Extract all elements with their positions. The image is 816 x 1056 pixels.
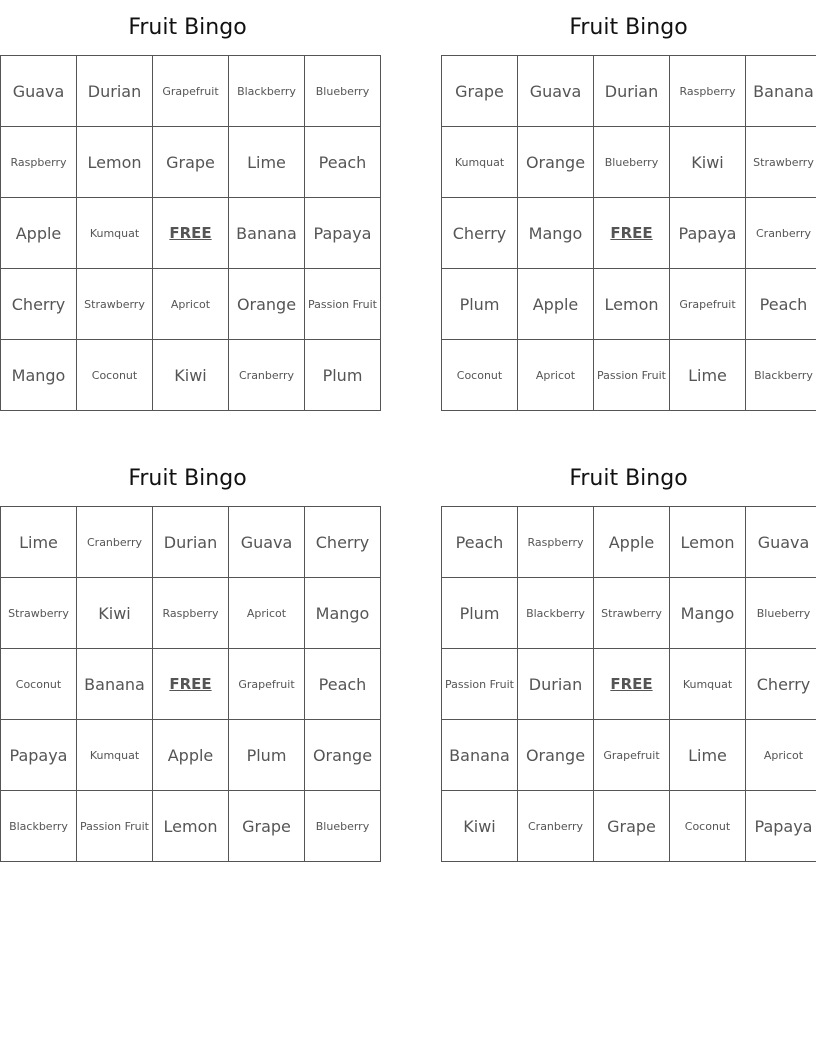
bingo-cell: Kiwi [442,791,518,862]
bingo-cell: Coconut [442,340,518,411]
bingo-cell: Apricot [518,340,594,411]
bingo-cell: Blackberry [518,578,594,649]
bingo-cell: Lime [670,340,746,411]
bingo-cell: Raspberry [1,127,77,198]
bingo-cell: Papaya [305,198,381,269]
bingo-grid [0,55,381,411]
bingo-cell: Raspberry [518,507,594,578]
bingo-cell: Raspberry [670,56,746,127]
bingo-row [442,198,816,269]
bingo-cell: Mango [305,578,381,649]
bingo-cell: Banana [77,649,153,720]
bingo-cell: Lemon [153,791,229,862]
bingo-card [441,461,816,862]
bingo-cell: Guava [746,507,816,578]
bingo-cell: Grapefruit [153,56,229,127]
bingo-cell: Coconut [1,649,77,720]
bingo-row [1,720,381,791]
bingo-cell: Kiwi [153,340,229,411]
bingo-cell: Banana [746,56,816,127]
bingo-cell: Strawberry [594,578,670,649]
bingo-row [442,269,816,340]
bingo-cell: Kumquat [77,198,153,269]
bingo-cell: Durian [153,507,229,578]
bingo-cell: Kumquat [442,127,518,198]
bingo-row [1,198,381,269]
bingo-cell: Orange [518,720,594,791]
bingo-card [0,10,375,411]
bingo-cell: Orange [518,127,594,198]
bingo-cell: Cranberry [746,198,816,269]
bingo-cell: Apple [594,507,670,578]
bingo-cell: Peach [442,507,518,578]
bingo-row [442,578,816,649]
bingo-cell: Blueberry [305,791,381,862]
bingo-cell: Lemon [670,507,746,578]
bingo-cell: Cranberry [518,791,594,862]
bingo-cell: Durian [594,56,670,127]
bingo-cell: Cranberry [229,340,305,411]
bingo-cell: Lemon [77,127,153,198]
free-space-cell: FREE [153,649,229,720]
bingo-cell: Blackberry [229,56,305,127]
bingo-grid [441,506,816,862]
bingo-cell: Durian [77,56,153,127]
bingo-cell: Papaya [1,720,77,791]
bingo-cell: Apricot [229,578,305,649]
bingo-cell: Plum [305,340,381,411]
bingo-cell: Kiwi [77,578,153,649]
bingo-row [442,720,816,791]
bingo-card [0,461,375,862]
bingo-cell: Banana [229,198,305,269]
bingo-cell: Plum [229,720,305,791]
bingo-row [1,507,381,578]
bingo-cell: Apple [153,720,229,791]
bingo-cell: Blackberry [746,340,816,411]
bingo-cell: Strawberry [746,127,816,198]
bingo-cell: Passion Fruit [305,269,381,340]
bingo-cell: Durian [518,649,594,720]
bingo-cell: Grapefruit [229,649,305,720]
bingo-cell: Strawberry [77,269,153,340]
bingo-row [442,340,816,411]
bingo-cell: Lime [229,127,305,198]
bingo-cell: Papaya [746,791,816,862]
bingo-row [1,578,381,649]
bingo-cell: Plum [442,269,518,340]
bingo-row [442,56,816,127]
bingo-cell: Grapefruit [670,269,746,340]
bingo-cell: Blueberry [746,578,816,649]
bingo-cell: Mango [518,198,594,269]
bingo-cell: Mango [670,578,746,649]
bingo-cell: Blackberry [1,791,77,862]
bingo-cell: Apricot [153,269,229,340]
bingo-cell: Cherry [1,269,77,340]
bingo-row [442,127,816,198]
card-title: Fruit Bingo [569,466,688,491]
bingo-cell: Apple [518,269,594,340]
bingo-cell: Cherry [442,198,518,269]
bingo-cell: Guava [229,507,305,578]
bingo-cell: Blueberry [594,127,670,198]
free-space-cell: FREE [594,198,670,269]
bingo-cell: Orange [229,269,305,340]
bingo-cell: Blueberry [305,56,381,127]
bingo-cell: Grape [442,56,518,127]
bingo-row [1,791,381,862]
bingo-cell: Peach [305,127,381,198]
bingo-cell: Coconut [670,791,746,862]
bingo-row [1,269,381,340]
bingo-cell: Kumquat [670,649,746,720]
bingo-card [441,10,816,411]
bingo-cell: Papaya [670,198,746,269]
card-title: Fruit Bingo [128,15,247,40]
bingo-cell: Peach [305,649,381,720]
card-title: Fruit Bingo [128,466,247,491]
bingo-cell: Plum [442,578,518,649]
bingo-row [1,649,381,720]
bingo-cell: Strawberry [1,578,77,649]
free-space-cell: FREE [594,649,670,720]
bingo-cell: Coconut [77,340,153,411]
bingo-cell: Grapefruit [594,720,670,791]
bingo-cell: Passion Fruit [594,340,670,411]
bingo-row [1,340,381,411]
bingo-cell: Apricot [746,720,816,791]
bingo-cell: Apple [1,198,77,269]
bingo-cell: Orange [305,720,381,791]
bingo-cell: Passion Fruit [77,791,153,862]
bingo-cell: Guava [1,56,77,127]
bingo-cell: Banana [442,720,518,791]
bingo-cell: Kumquat [77,720,153,791]
bingo-cell: Mango [1,340,77,411]
card-title: Fruit Bingo [569,15,688,40]
bingo-cell: Cherry [746,649,816,720]
bingo-cell: Kiwi [670,127,746,198]
bingo-cell: Raspberry [153,578,229,649]
bingo-cell: Cherry [305,507,381,578]
bingo-row [442,791,816,862]
bingo-grid [441,55,816,411]
free-space-cell: FREE [153,198,229,269]
bingo-cell: Grape [229,791,305,862]
bingo-cell: Cranberry [77,507,153,578]
bingo-row [1,56,381,127]
bingo-cell: Lime [1,507,77,578]
bingo-cell: Guava [518,56,594,127]
bingo-cell: Passion Fruit [442,649,518,720]
bingo-row [442,507,816,578]
bingo-row [1,127,381,198]
bingo-cell: Lemon [594,269,670,340]
bingo-cell: Grape [153,127,229,198]
bingo-grid [0,506,381,862]
bingo-row [442,649,816,720]
bingo-cell: Grape [594,791,670,862]
bingo-cell: Peach [746,269,816,340]
bingo-cell: Lime [670,720,746,791]
